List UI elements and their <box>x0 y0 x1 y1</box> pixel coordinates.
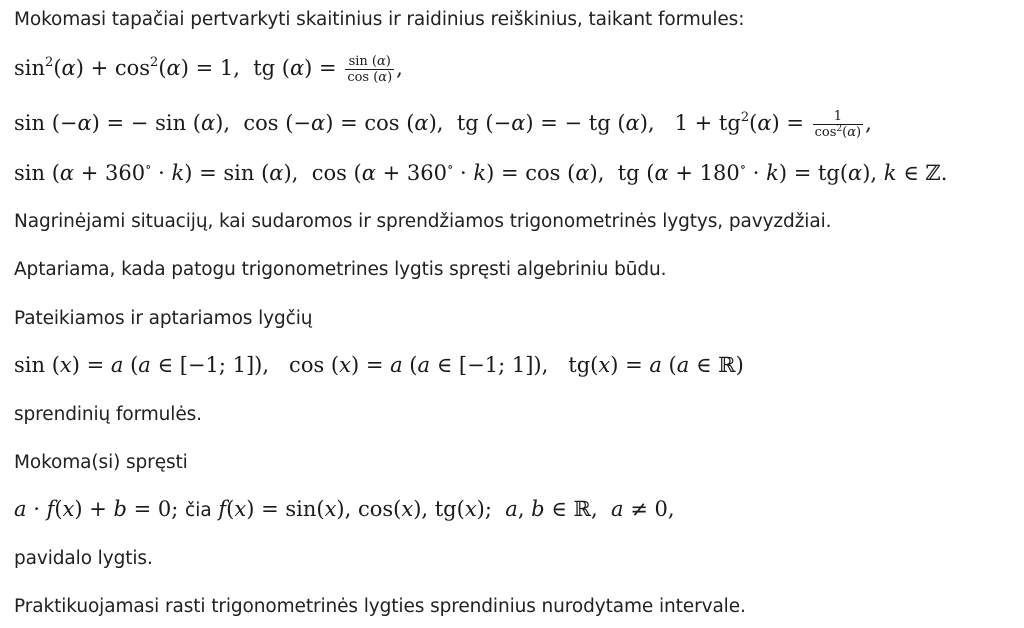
formula-pythagorean: $\sin^2(\alpha) + \cos^2(\alpha) = 1$, tg (α) = $\frac{\sin (\alpha)}{\cos (\alpha)}$ , <box>14 54 403 85</box>
intro-text: Mokomasi tapačiai pertvarkyti skaitinius ir raidinius reiškinius, taikant formules: <box>14 9 745 30</box>
solution-formulas-text: sprendinių formulės. <box>14 404 202 425</box>
presented-text: Pateikiamos ir aptariamos lygčių <box>14 308 313 329</box>
algebraic-text: Aptariama, kada patogu trigonometrines lygtis spręsti algebriniu būdu. <box>14 259 667 280</box>
practice-text: Praktikuojamasi rasti trigonometrinės lygties sprendinius nurodytame intervale. <box>14 596 746 617</box>
formula-equation-form: a · f(x) + b = 0; čia f(x) = sin(x), cos(x), tg(x); a, b ∈ ℝ, a ≠ 0, <box>14 497 675 521</box>
fraction-tg: $\frac{\sin (\alpha)}{\cos (\alpha)}$ <box>347 54 393 85</box>
formula-periodicity: sin (α + 360∘ · k) = sin (α), cos (α + 360∘ · k) = cos (α), tg (α + 180∘ · k) = tg(α), k ∈ ℤ. <box>14 160 948 185</box>
formula-negative-angle: sin (−α) = − sin (α), cos (−α) = cos (α), tg (−α) = − tg (α), $1 + tg^2(\alpha)$ = $\frac{1}{\cos^2(\alpha)}$ , <box>14 109 872 140</box>
cia-word: čia <box>185 500 212 521</box>
form-text: pavidalo lygtis. <box>14 548 153 569</box>
fraction-cos: $\frac{1}{\cos^2(\alpha)}$ <box>814 109 862 140</box>
formula-basic-equations: sin (x) = a (a ∈ [−1; 1]), cos (x) = a (a ∈ [−1; 1]), tg(x) = a (a ∈ ℝ) <box>14 353 744 377</box>
learn-solve-text: Mokoma(si) spręsti <box>14 452 188 473</box>
situations-text: Nagrinėjami situacijų, kai sudaromos ir sprendžiamos trigonometrinės lygtys, pavyzdžiai. <box>14 211 832 232</box>
